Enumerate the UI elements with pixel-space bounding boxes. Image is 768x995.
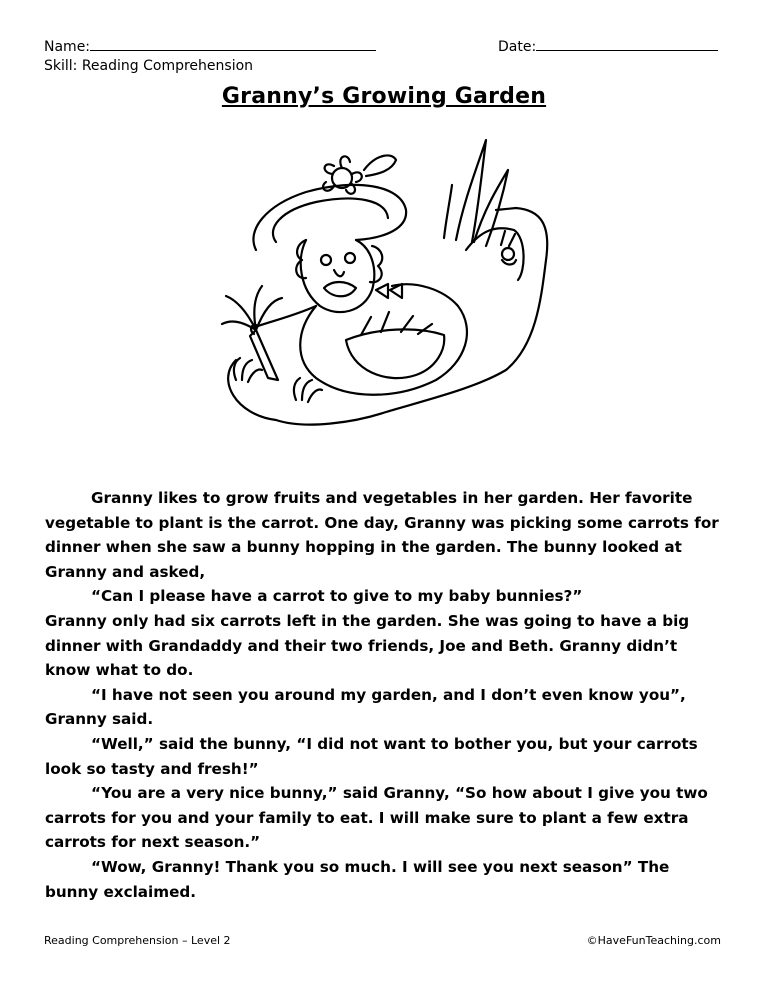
- story-paragraph: “Can I please have a carrot to give to my baby bunnies?”: [91, 587, 583, 606]
- footer-level: Reading Comprehension – Level 2: [44, 934, 231, 947]
- page-title: Granny’s Growing Garden: [221, 84, 547, 109]
- story-paragraph: “Well,” said the bunny, “I did not want to bother you, but your carrots look so tasty and fresh!”: [45, 734, 698, 778]
- story-paragraph: “You are a very nice bunny,” said Granny, “So how about I give you two carrots for you and your family to eat. I will make sure to plant a few extra carrots for next season.”: [45, 784, 708, 852]
- story-paragraph: “I have not seen you around my garden, and I don’t even know you”, Granny said.: [45, 685, 686, 729]
- granny-garden-illustration: [196, 130, 572, 450]
- story-text: [45, 486, 725, 904]
- story-paragraph: Granny only had six carrots left in the garden. She was going to have a big dinner with Grandaddy and their two friends, Joe and Beth. Granny didn’t know what to do.: [45, 611, 690, 680]
- date-blank-line[interactable]: [536, 36, 718, 51]
- name-field[interactable]: [44, 36, 376, 55]
- footer-copyright: ©HaveFunTeaching.com: [586, 934, 721, 947]
- worksheet-header: [44, 36, 724, 58]
- story-paragraph: Granny likes to grow fruits and vegetables in her garden. Her favorite vegetable to plant is the carrot. One day, Granny was picking some carrots for dinner when she saw a bunny hopping in the garden. The bunny looked at Granny and asked,: [45, 489, 719, 581]
- date-label: Date:: [498, 39, 537, 55]
- name-blank-line[interactable]: [90, 36, 376, 51]
- name-label: Name:: [44, 39, 91, 55]
- story-paragraph: “Wow, Granny! Thank you so much. I will see you next season” The bunny exclaimed.: [45, 857, 670, 901]
- skill-label: Skill: Reading Comprehension: [44, 58, 254, 74]
- date-field[interactable]: [498, 36, 718, 55]
